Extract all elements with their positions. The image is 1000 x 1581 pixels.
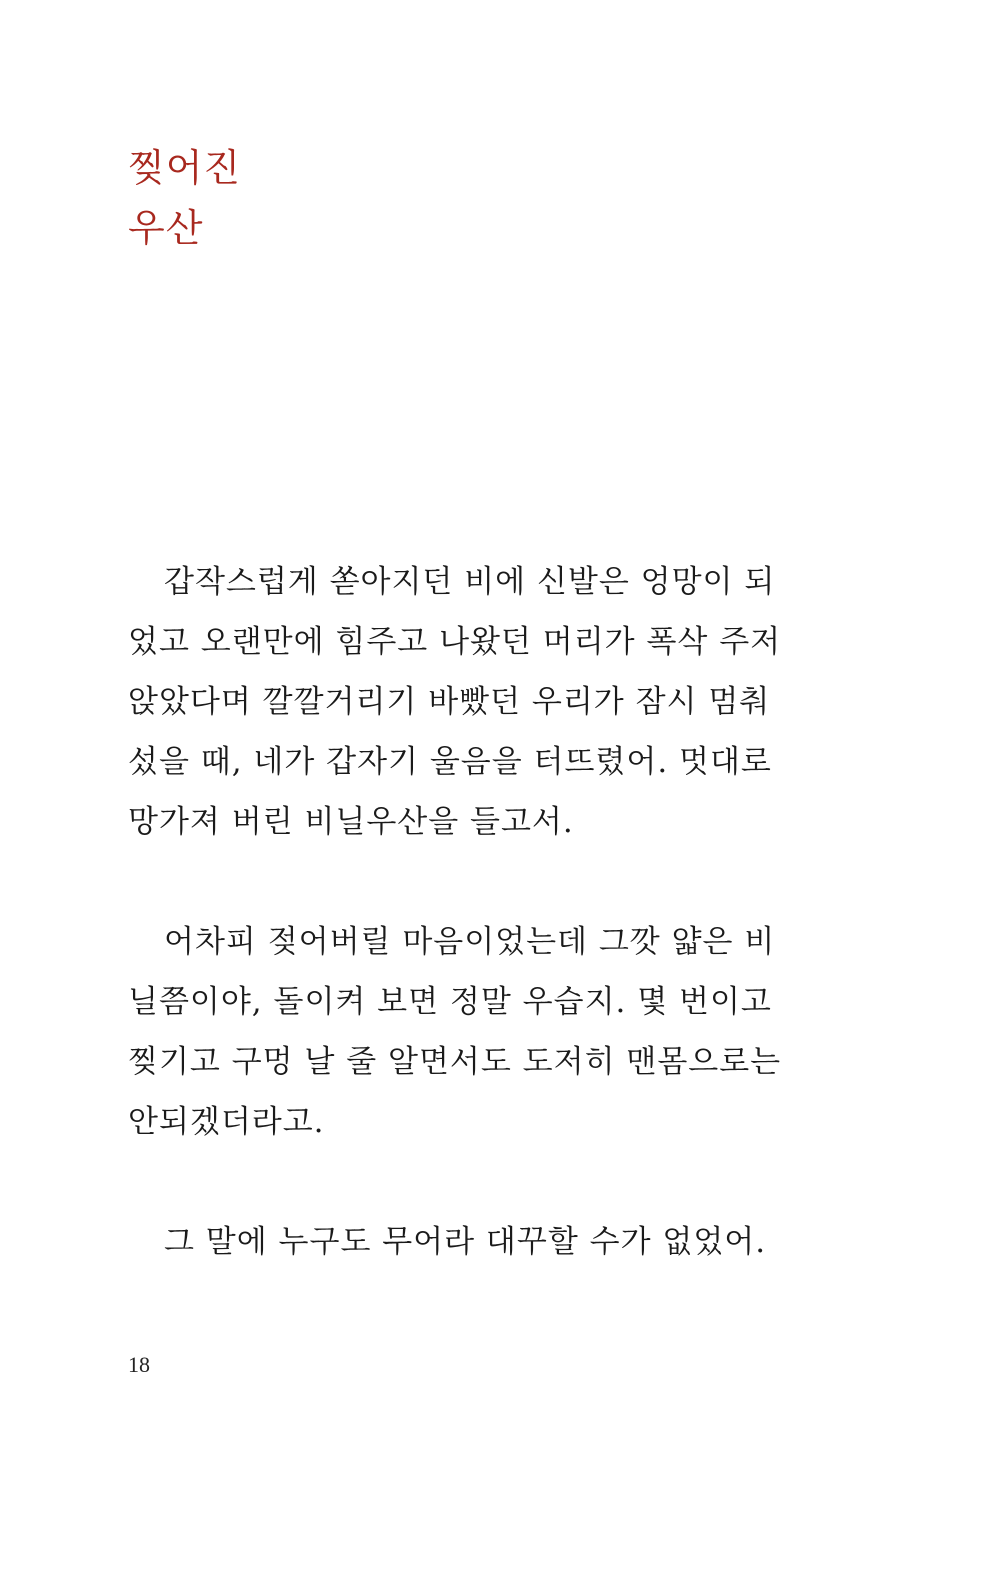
paragraph-gap (128, 852, 768, 912)
chapter-title-line-1: 찢어진 (128, 146, 242, 190)
paragraph-line: 었고 오랜만에 힘주고 나왔던 머리가 폭삭 주저 (128, 624, 782, 660)
paragraph (128, 552, 782, 852)
chapter-title (128, 138, 241, 258)
paragraph-gap (128, 1152, 768, 1212)
paragraph-line: 망가져 버린 비닐우산을 들고서. (128, 804, 574, 840)
paragraph-line: 그 말에 누구도 무어라 대꾸할 수가 없었어. (164, 1224, 767, 1260)
paragraph (128, 912, 782, 1152)
paragraph (128, 1212, 768, 1272)
page-number: 18 (128, 1352, 150, 1377)
paragraph-line: 갑작스럽게 쏟아지던 비에 신발은 엉망이 되 (164, 564, 776, 600)
paragraph-line: 찢기고 구멍 날 줄 알면서도 도저히 맨몸으로는 (128, 1044, 782, 1080)
paragraph-line: 섰을 때, 네가 갑자기 울음을 터뜨렸어. 멋대로 (128, 744, 772, 780)
paragraph-line: 닐쯤이야, 돌이켜 보면 정말 우습지. 몇 번이고 (128, 984, 772, 1020)
paragraph-line: 안되겠더라고. (128, 1104, 325, 1140)
body-text (128, 552, 782, 1272)
paragraph-line: 어차피 젖어버릴 마음이었는데 그깟 얇은 비 (164, 924, 776, 960)
chapter-title-line-2: 우산 (128, 206, 204, 250)
paragraph-line: 앉았다며 깔깔거리기 바빴던 우리가 잠시 멈춰 (128, 684, 771, 720)
